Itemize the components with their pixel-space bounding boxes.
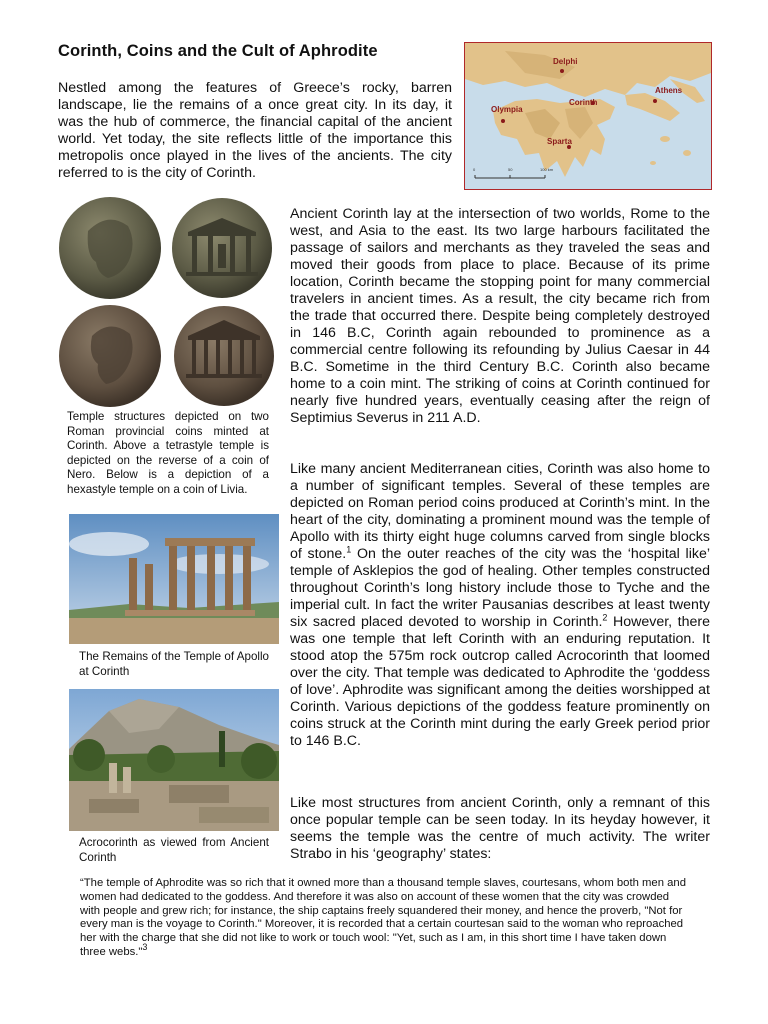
paragraph-temples [290, 461, 710, 750]
map-scale-0: 0 [473, 167, 476, 172]
intro-paragraph: Nestled among the features of Greece’s rocky, barren landscape, lie the remains of a once great city. In its day, it was the hub of commerce, the financial capital of the ancient world. Yet today, the site reflects little of the importance this metropolis once played in the lives of the ancients. The city referred to is the city of Corinth. [58, 80, 452, 181]
map-label-athens: Athens [655, 86, 683, 95]
paragraph-remnant: Like most structures from ancient Corinth, only a remnant of this once popular temple can be seen today. In its heyday however, it seems the temple was the centre of much activity. The writer Strabo in his ‘geography’ states: [290, 795, 710, 862]
coins-caption: Temple structures depicted on two Roman provincial coins minted at Corinth. Above a tetrastyle temple is depicted on the reverse of a coin of Nero. Below is a depiction of a hexastyle temple on a coin of Livia. [67, 410, 269, 496]
acrocorinth-graphic [69, 689, 279, 831]
strabo-quote-text: “The temple of Aphrodite was so rich that it owned more than a thousand temple slaves, courtesans, whom both men and women had dedicated to the goddess. And therefore it was also on account of these women that the city was crowded with people and grew rich; for instance, the ship captains freely squandered their money, and hence the proverb, "Not for every man is the voyage to Corinth." Moreover, it is recorded that a certain courtesan said to the woman who reproached her with the charge that she did not like to work or touch wool: "Yet, such as I am, in this short time I have taken down three webs." [80, 877, 686, 958]
coins-graphic [58, 196, 280, 408]
apollo-temple-photo [69, 514, 279, 644]
map-scale-50: 50 [508, 167, 513, 172]
map-label-olympia: Olympia [491, 105, 523, 114]
acrocorinth-photo [69, 689, 279, 831]
map-graphic [465, 43, 711, 189]
coins-image [58, 196, 280, 408]
greece-map [464, 42, 712, 190]
footnote-ref-3: 3 [142, 942, 148, 953]
map-label-corinth: Corinth [569, 98, 598, 107]
page-title: Corinth, Coins and the Cult of Aphrodite [58, 42, 378, 60]
acrocorinth-caption: Acrocorinth as viewed from Ancient Corinth [79, 836, 269, 864]
paragraph-temples-part1: Like many ancient Mediterranean cities, Corinth was also home to a number of significant temples. Several of these temples are depicted on Roman period coins produced at Corinth’s mint. In the heart of the city, dominating a prominent mound was the temple of Apollo with its thirty eight huge columns carved from single blocks of stone. [290, 461, 710, 562]
strabo-quote [80, 877, 686, 960]
map-label-delphi: Delphi [553, 57, 578, 66]
footnote-ref-2: 2 [602, 612, 608, 623]
map-label-sparta: Sparta [547, 137, 572, 146]
paragraph-temples-part2: On the outer reaches of the city was the ‘hospital like’ temple of Asklepios the god of healing. Other temples constructed throughout Corinth’s long history include those to Tyche and the imperial cult. In fact the writer Pausanias describes at least twenty six sacred placed devoted to worship in Corinth. [290, 546, 710, 630]
paragraph-temples-part3: However, there was one temple that left Corinth with an enduring reputation. It stood atop the 575m rock outcrop called Acrocorinth that loomed over the city. That temple was dedicated to Aphrodite the ‘goddess of love’. Aphrodite was significant among the deities worshipped at Corinth. Various depictions of the goddess feature prominently on coins struck at the Corinth mint during the early Greek period prior to 146 B.C. [290, 614, 710, 749]
paragraph-trade: Ancient Corinth lay at the intersection of two worlds, Rome to the west, and Asia to the east. Its two large harbours facilitated the passage of sailors and merchants as they traveled the seas and moved their goods from place to place. Because of its prime location, Corinth became the stopping point for many commercial travelers in ancient times. As a result, the city became rich from the trade that occurred there. Despite being completely destroyed in 146 B.C, Corinth again rebounded to prominence as a commercial centre following its refounding by Julius Caesar in 44 B.C. Sometime in the third Century B.C. Corinth also became home to a coin mint. The striking of coins at Corinth continued for nearly five hundred years, eventually ceasing after the reign of Septimius Severus in 211 A.D. [290, 206, 710, 426]
apollo-caption: The Remains of the Temple of Apollo at Corinth [79, 650, 269, 678]
footnote-ref-1: 1 [346, 544, 352, 555]
apollo-temple-graphic [69, 514, 279, 644]
map-scale-100: 100 km [540, 167, 554, 172]
